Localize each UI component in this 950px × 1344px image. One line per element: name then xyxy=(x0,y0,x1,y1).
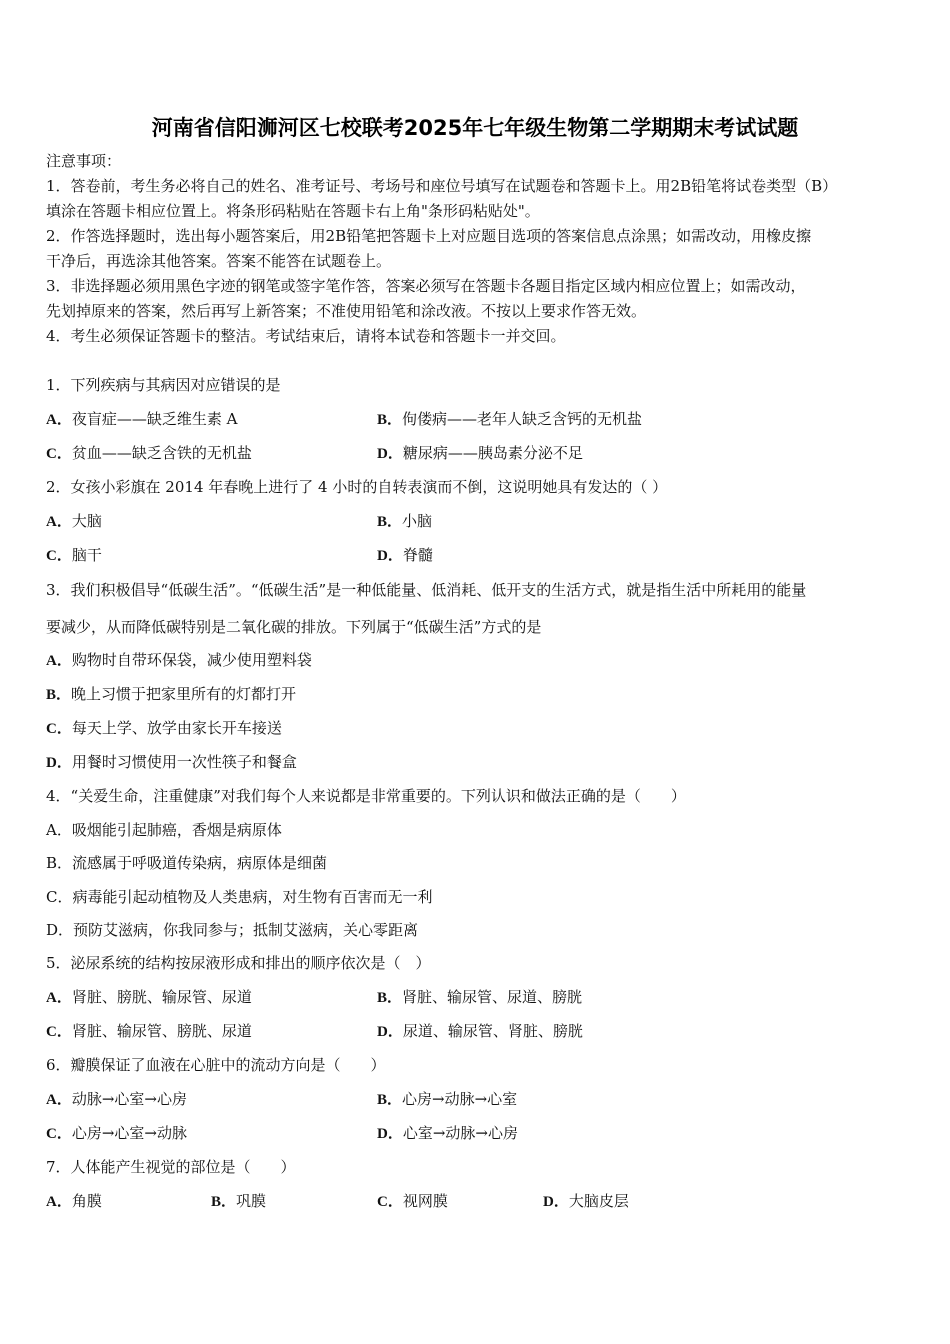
option-label: C． xyxy=(46,721,72,737)
option-label: C． xyxy=(46,1126,72,1142)
option-d: D．预防艾滋病，你我同参与；抵制艾滋病，关心零距离 xyxy=(46,921,419,939)
option-text: 大脑皮层 xyxy=(568,1192,629,1210)
option-text: 每天上学、放学由家长开车接送 xyxy=(71,719,282,737)
option-c xyxy=(377,1191,448,1212)
option-text: 晚上习惯于把家里所有的灯都打开 xyxy=(71,685,297,703)
notice-line: 4．考生必须保证答题卡的整洁。考试结束后，请将本试卷和答题卡一并交回。 xyxy=(46,327,566,345)
option-text: 肾脏、输尿管、尿道、膀胱 xyxy=(402,988,583,1006)
option-label: A． xyxy=(46,514,72,530)
option-label: B． xyxy=(211,1194,237,1210)
question-stem: 1．下列疾病与其病因对应错误的是 xyxy=(46,376,281,394)
option-d xyxy=(46,752,297,773)
option-text: 尿道、输尿管、肾脏、膀胱 xyxy=(402,1022,583,1040)
option-c: C．病毒能引起动植物及人类患病，对生物有百害而无一利 xyxy=(46,888,433,906)
question-stem-cont: 要减少，从而降低碳特别是二氧化碳的排放。下列属于“低碳生活”方式的是 xyxy=(46,618,542,636)
option-label: D． xyxy=(543,1194,569,1210)
question-stem: 5．泌尿系统的结构按尿液形成和排出的顺序依次是（ ） xyxy=(46,954,431,972)
option-text: 心房→动脉→心室 xyxy=(402,1090,518,1108)
option-text: 肾脏、输尿管、膀胱、尿道 xyxy=(71,1022,252,1040)
option-b: B．流感属于呼吸道传染病，病原体是细菌 xyxy=(46,854,328,872)
option-label: B． xyxy=(46,687,72,703)
option-label: A． xyxy=(46,653,72,669)
option-d xyxy=(543,1191,629,1212)
question-stem: 2．女孩小彩旗在 2014 年春晚上进行了 4 小时的自转表演而不倒，这说明她具有发达的（ ） xyxy=(46,478,668,496)
notice-line: 3．非选择题必须用黑色字迹的钢笔或签字笔作答，答案必须写在答题卡各题目指定区域内相应位置上；如需改动， xyxy=(46,277,806,295)
page-title: 河南省信阳浉河区七校联考2025年七年级生物第二学期期末考试试题 xyxy=(151,116,799,140)
option-text: 大脑 xyxy=(71,512,102,530)
question-stem: 3．我们积极倡导“低碳生活”。“低碳生活”是一种低能量、低消耗、低开支的生活方式，就是指生活中所耗用的能量 xyxy=(46,581,807,599)
notice-line: 干净后，再选涂其他答案。答案不能答在试题卷上。 xyxy=(46,252,392,270)
option-text: 肾脏、膀胱、输尿管、尿道 xyxy=(71,988,252,1006)
option-label: A． xyxy=(46,1092,72,1108)
option-b xyxy=(377,987,582,1008)
option-text: 角膜 xyxy=(71,1192,102,1210)
option-label: D． xyxy=(46,755,72,771)
option-b xyxy=(377,511,432,532)
question-stem: 6．瓣膜保证了血液在心脏中的流动方向是（ ） xyxy=(46,1056,386,1074)
notice-line: 先划掉原来的答案，然后再写上新答案；不准使用铅笔和涂改液。不按以上要求作答无效。 xyxy=(46,302,647,320)
notice-heading: 注意事项： xyxy=(46,152,122,170)
question-stem: 7．人体能产生视觉的部位是（ ） xyxy=(46,1158,296,1176)
option-text: 心房→心室→动脉 xyxy=(71,1124,187,1142)
option-label: D． xyxy=(377,548,403,564)
option-text: 脑干 xyxy=(71,546,102,564)
option-d xyxy=(377,443,583,464)
option-label: B． xyxy=(377,412,403,428)
option-label: A． xyxy=(46,412,72,428)
option-label: C． xyxy=(46,1024,72,1040)
option-label: D． xyxy=(377,446,403,462)
option-text: 用餐时习惯使用一次性筷子和餐盒 xyxy=(71,753,297,771)
option-a xyxy=(46,511,102,532)
option-label: A． xyxy=(46,990,72,1006)
option-b xyxy=(377,409,642,430)
option-text: 佝偻病——老年人缺乏含钙的无机盐 xyxy=(402,410,643,428)
option-c xyxy=(46,1123,187,1144)
option-text: 脊髓 xyxy=(402,546,433,564)
option-d xyxy=(377,1021,583,1042)
option-text: 糖尿病——胰岛素分泌不足 xyxy=(402,444,583,462)
option-c xyxy=(46,718,282,739)
option-a xyxy=(46,1191,102,1212)
option-c xyxy=(46,1021,252,1042)
option-label: B． xyxy=(377,1092,403,1108)
option-label: B． xyxy=(377,514,403,530)
option-text: 夜盲症——缺乏维生素 A xyxy=(71,410,238,428)
option-d xyxy=(377,1123,518,1144)
option-a xyxy=(46,650,312,671)
option-b xyxy=(377,1089,517,1110)
option-a xyxy=(46,987,252,1008)
option-label: C． xyxy=(46,548,72,564)
notice-line: 2．作答选择题时，选出每小题答案后，用2B铅笔把答题卡上对应题目选项的答案信息点涂黑；如需改动，用橡皮擦 xyxy=(46,227,812,245)
option-label: D． xyxy=(377,1126,403,1142)
option-c xyxy=(46,545,102,566)
option-b xyxy=(46,684,296,705)
option-b xyxy=(211,1191,266,1212)
option-label: C． xyxy=(377,1194,403,1210)
option-label: B． xyxy=(377,990,403,1006)
option-c xyxy=(46,443,252,464)
option-text: 动脉→心室→心房 xyxy=(71,1090,187,1108)
option-a: A．吸烟能引起肺癌，香烟是病原体 xyxy=(46,821,282,839)
notice-line: 1．答卷前，考生务必将自己的姓名、准考证号、考场号和座位号填写在试题卷和答题卡上。用2B铅笔将试卷类型（B） xyxy=(46,177,838,195)
notice-line: 填涂在答题卡相应位置上。将条形码粘贴在答题卡右上角"条形码粘贴处"。 xyxy=(46,202,540,220)
question-stem: 4．“关爱生命，注重健康”对我们每个人来说都是非常重要的。下列认识和做法正确的是（ ） xyxy=(46,787,686,805)
option-label: A． xyxy=(46,1194,72,1210)
option-text: 小脑 xyxy=(402,512,433,530)
option-a xyxy=(46,1089,187,1110)
option-text: 贫血——缺乏含铁的无机盐 xyxy=(71,444,252,462)
option-d xyxy=(377,545,433,566)
option-text: 视网膜 xyxy=(402,1192,448,1210)
option-label: C． xyxy=(46,446,72,462)
option-text: 心室→动脉→心房 xyxy=(402,1124,518,1142)
option-text: 巩膜 xyxy=(236,1192,267,1210)
option-text: 购物时自带环保袋，减少使用塑料袋 xyxy=(71,651,312,669)
option-label: D． xyxy=(377,1024,403,1040)
option-a xyxy=(46,409,237,430)
